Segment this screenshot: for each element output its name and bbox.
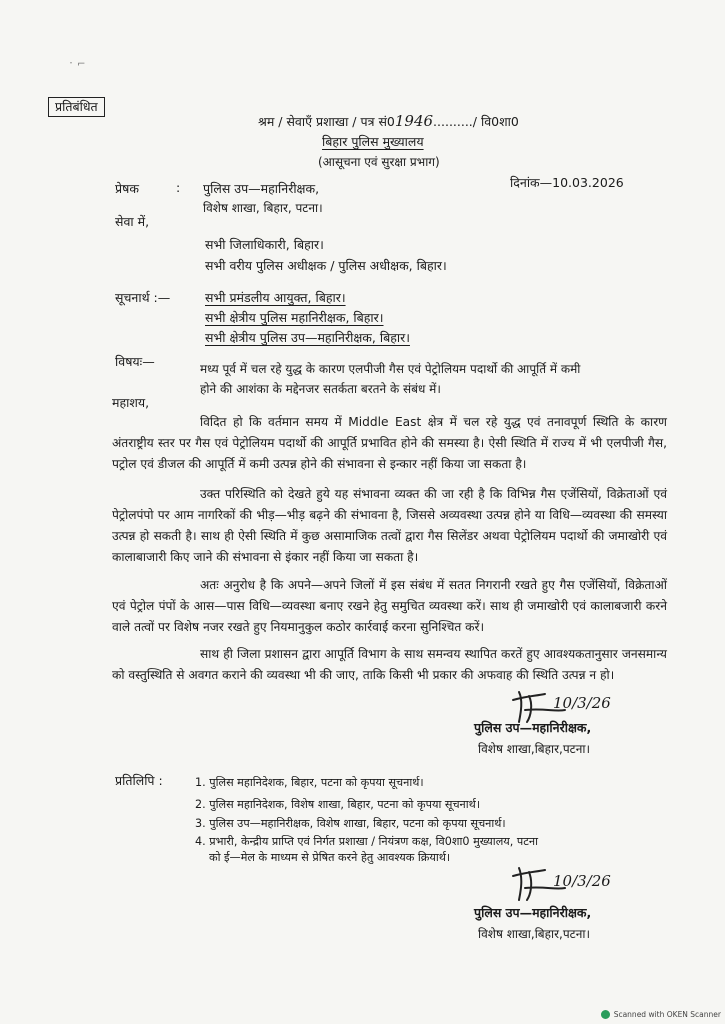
info-label: सूचनार्थ :—	[115, 290, 171, 305]
to-line-1: सभी जिलाधिकारी, बिहार।	[205, 237, 324, 252]
subject-label: विषयः—	[115, 354, 155, 369]
body-paragraph-4: साथ ही जिला प्रशासन द्वारा आपूर्ति विभाग के साथ समन्वय स्थापित करतें हुए आवश्यकतानुसार जनसमान्य को वस्तुस्थिति से अवगत कराने की व्यवस्था भी की जाए, ताकि किसी भी प्रकार की अफवाह की स्थिति उत्पन्न न हो।	[112, 647, 667, 682]
copy-item-1: 1. पुलिस महानिदेशक, बिहार, पटना को कृपया सूचनार्थ।	[195, 776, 424, 789]
body-paragraph-2: उक्त परिस्थिति को देखते हुये यह संभावना व्यक्त की जा रही है कि विभिन्न गैस एजेंसियों, विक्रेताओं एवं पेट्रोलपंपो पर आम नागरिकों की भीड़—भीड़ बढ़ने की संभावना है, जिससे अव्यवस्था उत्पन्न होने या विधि—व्यवस्था की समस्या उत्पन्न हो सकती है। साथ ही ऐसी स्थिति में कुछ असामाजिक तत्वों द्वारा गैस सिलेंडर अथवा पेट्रोलियम पदार्थो की जमाखोरी एवं कालाबाजारी किए जाने की संभावना से इंकार नहीं किया जा सकता है।	[112, 487, 667, 564]
signature-1-date: 10/3/26	[553, 694, 611, 712]
reference-suffix: / वि0शा0	[472, 114, 519, 129]
scanner-badge	[601, 1010, 721, 1019]
scanner-badge-text: Scanned with OKEN Scanner	[613, 1010, 721, 1019]
sender-label: प्रेषक	[115, 181, 139, 196]
copy-item-2: 2. पुलिस महानिदेशक, विशेष शाखा, बिहार, पटना को कृपया सूचनार्थ।	[195, 798, 481, 811]
letter-date: दिनांक—10.03.2026	[510, 175, 624, 190]
reference-number: 1946	[394, 112, 434, 130]
body-paragraph-1: विदित हो कि वर्तमान समय में Middle East क्षेत्र में चल रहे युद्ध एवं तनावपूर्ण स्थिति के कारण अंतराष्ट्रीय स्तर पर गैस एवं पेट्रोलियम पदार्थो की आपूर्ति प्रभावित होने की समस्या है। ऐसी स्थिति में राज्य में भी एलपीजी गैस, पट्रोल एवं डीजल की आपूर्ति में कमी उत्पन्न होने की संभावना से इन्कार नहीं किया जा सकता है।	[112, 415, 667, 471]
restricted-label: प्रतिबंधित	[48, 97, 105, 117]
subject-line-2: होने की आशंका के मद्देनजर सतर्कता बरतने के संबंध में।	[200, 382, 441, 396]
to-label: सेवा में,	[115, 214, 150, 229]
copy-label: प्रतिलिपि :	[115, 773, 163, 788]
body-paragraph-3: अतः अनुरोध है कि अपने—अपने जिलों में इस संबंध में सतत निगरानी रखते हुए गैस एजेंसियों, विक्रेताओं एवं पेट्रोल पंपों के आस—पास विधि—व्यवस्था बनाए रखने हेतु समुचित व्यवस्था करें। साथ ही जमाखोरी एवं कालाबजारी करने वाले तत्वों पर विशेष नजर रखते हुए नियमानुकुल कठोर कार्रवाई करना सुनिश्चित करें।	[112, 578, 667, 634]
reference-dots: ..........	[433, 114, 473, 129]
info-line-3: सभी क्षेत्रीय पुलिस उप—महानिरीक्षक, बिहार।	[205, 330, 410, 345]
copy-item-4-continued: को ई—मेल के माध्यम से प्रेषित करने हेतु आवश्यक क्रियार्थ।	[209, 851, 451, 864]
salutation: महाशय,	[112, 395, 150, 410]
signature-2	[505, 862, 635, 908]
copy-item-3: 3. पुलिस उप—महानिरीक्षक, विशेष शाखा, बिहार, पटना को कृपया सूचनार्थ।	[195, 817, 506, 830]
signature-2-office: विशेष शाखा,बिहार,पटना।	[478, 927, 591, 941]
copy-item-4: 4. प्रभारी, केन्द्रीय प्राप्ति एवं निर्गत प्रशाखा / नियंत्रण कक्ष, वि0शा0 मुख्यालय, पटना	[195, 835, 538, 848]
signature-1-office: विशेष शाखा,बिहार,पटना।	[478, 742, 591, 756]
reference-line	[258, 112, 519, 130]
sender-line-2: विशेष शाखा, बिहार, पटना।	[203, 201, 323, 215]
info-line-2: सभी क्षेत्रीय पुलिस महानिरीक्षक, बिहार।	[205, 310, 384, 325]
sender-colon: :	[176, 180, 181, 195]
department-title: (आसूचना एवं सुरक्षा प्रभाग)	[318, 155, 440, 169]
scan-mark: ᛫ ⌐	[68, 59, 86, 70]
subject-line-1: मध्य पूर्व में चल रहे युद्ध के कारण एलपीजी गैस एवं पेट्रोलियम पदार्थो की आपूर्ति में कमी	[200, 362, 581, 376]
signature-1-designation: पुलिस उप—महानिरीक्षक,	[474, 720, 592, 735]
sender-line-1: पुलिस उप—महानिरीक्षक,	[203, 181, 320, 196]
to-line-2: सभी वरीय पुलिस अधीक्षक / पुलिस अधीक्षक, बिहार।	[205, 258, 447, 273]
scanner-logo-icon	[601, 1010, 610, 1019]
info-line-1: सभी प्रमंडलीय आयुक्त, बिहार।	[205, 290, 346, 305]
signature-2-date: 10/3/26	[553, 872, 611, 890]
office-title: बिहार पुलिस मुख्यालय	[322, 134, 424, 149]
signature-2-designation: पुलिस उप—महानिरीक्षक,	[474, 905, 592, 920]
reference-prefix: श्रम / सेवाएँ प्रशाखा / पत्र सं0	[258, 114, 395, 129]
